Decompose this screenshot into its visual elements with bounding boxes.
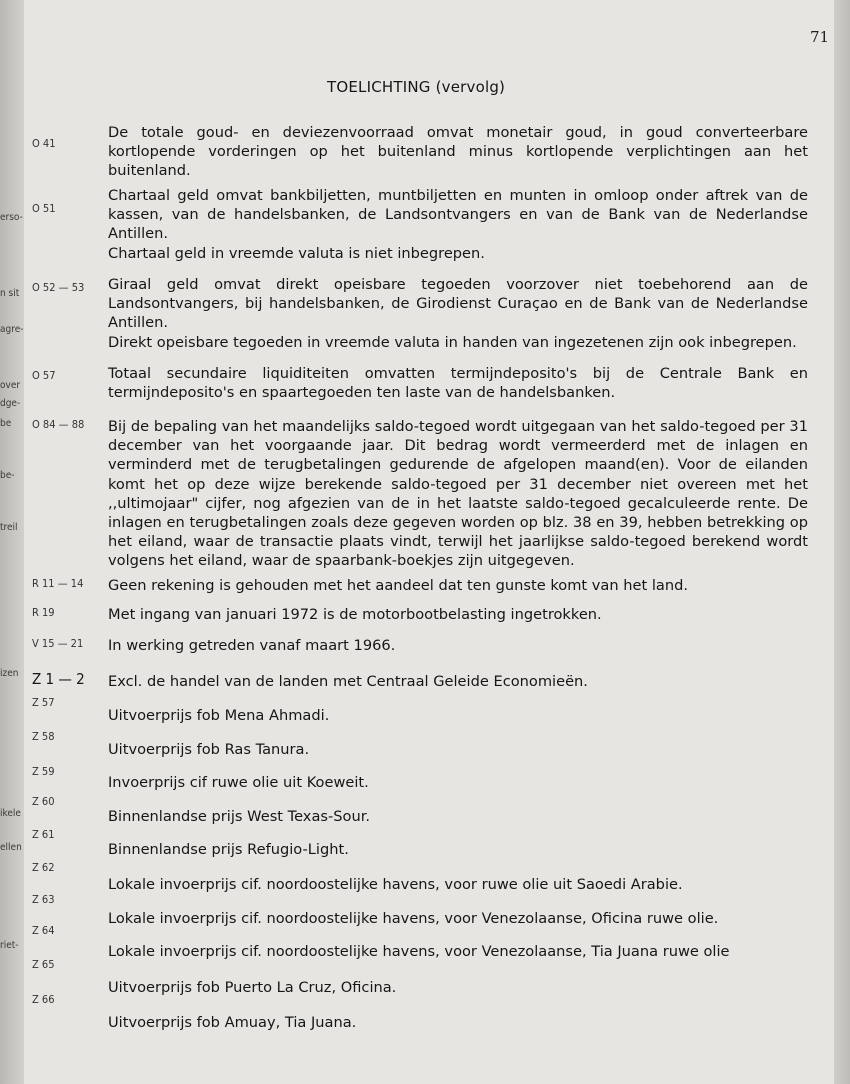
note-reference: Z 62 [32,861,55,874]
margin-fragment: agre- [0,324,24,335]
note-reference: V 15 — 21 [32,637,84,650]
note-paragraph: Uitvoerprijs fob Puerto La Cruz, Oficina. [108,979,397,996]
note-reference: Z 64 [32,924,55,937]
note-text [108,672,808,691]
note-reference: Z 59 [32,765,55,778]
note-paragraph: Uitvoerprijs fob Ras Tanura. [108,741,310,758]
note-paragraph: Uitvoerprijs fob Mena Ahmadi. [108,707,330,724]
note-paragraph: Lokale invoerprijs cif. noordoostelijke havens, voor ruwe olie uit Saoedi Arabie. [108,876,683,893]
margin-fragment: dge- [0,398,21,409]
note-text [108,909,808,928]
note-reference: O 52 — 53 [32,281,85,294]
note-paragraph: Uitvoerprijs fob Amuay, Tia Juana. [108,1014,357,1031]
note-text [108,186,808,263]
note-text [108,123,808,181]
note-reference: Z 61 [32,828,55,841]
margin-fragment: riet- [0,940,19,951]
note-reference: Z 58 [32,730,55,743]
note-text [108,978,808,997]
document-page [24,0,834,1084]
note-paragraph: De totale goud- en deviezenvoorraad omvat monetair goud, in goud converteerbare kortlopende vorderingen op het buitenland minus kortlopende verplichtingen aan het buitenland. [108,124,808,180]
note-text [108,636,808,655]
note-reference: O 41 [32,137,56,150]
note-reference: O 57 [32,369,56,382]
margin-fragment: over [0,380,21,391]
book-spine [0,0,24,1084]
margin-fragment: treil [0,522,18,533]
note-paragraph: Binnenlandse prijs West Texas-Sour. [108,808,371,825]
note-reference: Z 63 [32,893,55,906]
margin-fragment: izen [0,668,19,679]
note-paragraph: Giraal geld omvat direkt opeisbare tegoeden voorzover niet toebehorend aan de Landsontvangers, bij handelsbanken, de Girodienst Curaçao en de Bank van de Nederlandse Antillen. [108,276,808,332]
note-text [108,364,808,402]
note-paragraph: Chartaal geld in vreemde valuta is niet inbegrepen. [108,244,485,262]
note-text [108,740,808,759]
page-edge [834,0,850,1084]
note-reference: Z 60 [32,795,55,808]
note-paragraph: Binnenlandse prijs Refugio-Light. [108,841,349,858]
margin-fragment: ellen [0,842,22,853]
note-paragraph: Bij de bepaling van het maandelijks saldo-tegoed wordt uitgegaan van het saldo-tegoed per 31 december van het voorgaande jaar. Dit bedrag wordt vermeerderd met de inlagen en verminderd met de terugbetalingen gedurende de afgelopen maand(en). Voor de eilanden komt het op deze wijze berekende saldo-tegoed per 31 december niet overeen met het ,,ultimojaar" cijfer, nog afgezien van de in het laatste saldo-tegoed gecalculeerde rente. De inlagen en terugbetalingen zoals deze gegeven worden op blz. 38 en 39, hebben betrekking op het eiland, waar de transactie plaats vindt, terwijl het jaarlijkse saldo-tegoed berekend wordt volgens het eiland, waar de spaarbank-boekjes zijn uitgegeven. [108,418,808,570]
note-text [108,773,808,792]
note-text [108,417,808,571]
note-text [108,1013,808,1032]
note-reference: R 19 [32,606,55,619]
page-number: 71 [810,28,830,46]
note-text [108,706,808,725]
note-text [108,942,808,961]
note-paragraph: Geen rekening is gehouden met het aandeel dat ten gunste komt van het land. [108,577,688,594]
note-paragraph: Totaal secundaire liquiditeiten omvatten termijndeposito's bij de Centrale Bank en termijndeposito's en spaartegoeden ten laste van de handelsbanken. [108,365,808,402]
note-text [108,807,808,826]
page-title: TOELICHTING (vervolg) [327,78,506,96]
note-paragraph: Excl. de handel van de landen met Centraal Geleide Economieën. [108,673,588,690]
note-paragraph: Lokale invoerprijs cif. noordoostelijke havens, voor Venezolaanse, Oficina ruwe olie. [108,910,719,927]
note-text [108,840,808,859]
note-paragraph: Invoerprijs cif ruwe olie uit Koeweit. [108,774,369,791]
note-text [108,275,808,352]
note-reference: Z 1 — 2 [32,670,85,688]
note-text [108,605,808,624]
note-paragraph: Chartaal geld omvat bankbiljetten, muntbiljetten en munten in omloop onder aftrek van de kassen, van de handelsbanken, de Landsontvangers en van de Bank van de Nederlandse Antillen. [108,187,808,243]
note-paragraph: Direkt opeisbare tegoeden in vreemde valuta in handen van ingezetenen zijn ook inbegrepen. [108,333,797,351]
note-paragraph: In werking getreden vanaf maart 1966. [108,637,396,654]
note-reference: R 11 — 14 [32,577,84,590]
margin-fragment: n sit [0,288,20,299]
margin-fragment: be [0,418,12,429]
note-reference: O 84 — 88 [32,418,85,431]
note-text [108,875,808,894]
note-reference: Z 66 [32,993,55,1006]
note-reference: O 51 [32,202,56,215]
note-paragraph: Met ingang van januari 1972 is de motorbootbelasting ingetrokken. [108,606,602,623]
note-reference: Z 65 [32,958,55,971]
margin-fragment: be- [0,470,15,481]
note-paragraph: Lokale invoerprijs cif. noordoostelijke havens, voor Venezolaanse, Tia Juana ruwe olie [108,943,730,960]
margin-fragment: erso- [0,212,23,223]
note-reference: Z 57 [32,696,55,709]
margin-fragment: ikele [0,808,21,819]
note-text [108,576,808,595]
